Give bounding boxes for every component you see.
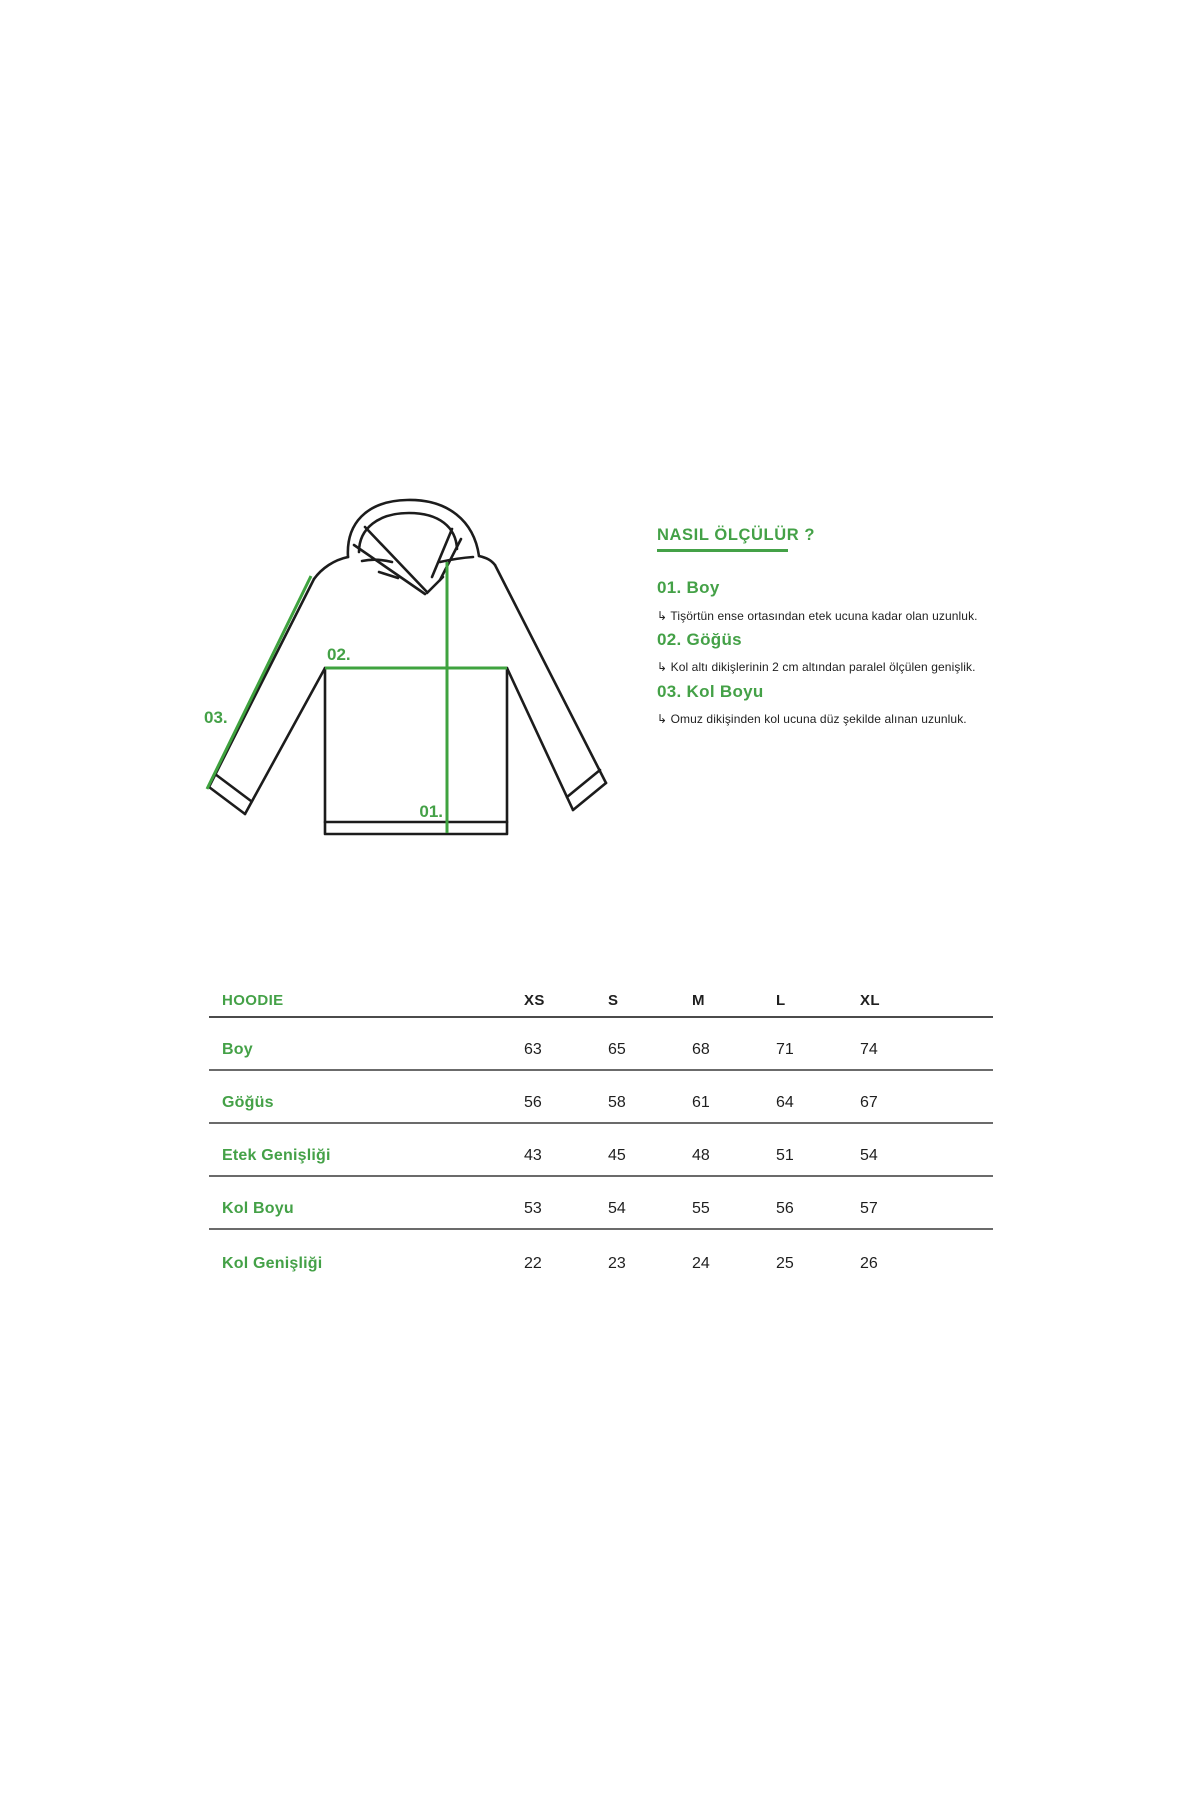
howto-title-underline: [657, 549, 788, 552]
measure-item-label: 03. Kol Boyu: [657, 682, 764, 701]
shoulder-right: [479, 556, 495, 565]
row-value: 22: [524, 1255, 542, 1272]
row-value: 64: [776, 1094, 794, 1111]
row-value: 53: [524, 1200, 542, 1217]
howto-section: [657, 521, 1037, 761]
size-column-header: L: [776, 992, 786, 1009]
row-label: Kol Genişliği: [222, 1255, 323, 1272]
row-value: 26: [860, 1255, 878, 1272]
table-row: [209, 1124, 993, 1177]
table-row: [209, 1018, 993, 1071]
measure-item-description: ↳ Kol altı dikişlerinin 2 cm altından paralel ölçülen genişlik.: [657, 660, 976, 674]
lapel-right-outer: [432, 529, 452, 577]
measure-line-03-sleeve: [207, 576, 311, 789]
row-label: Boy: [222, 1041, 253, 1058]
row-label: Kol Boyu: [222, 1200, 294, 1217]
size-column-header: M: [692, 992, 705, 1009]
hood-inner-line: [359, 513, 457, 552]
product-name: HOODIE: [222, 992, 284, 1009]
row-value: 68: [692, 1041, 710, 1058]
row-value: 51: [776, 1147, 794, 1164]
row-value: 67: [860, 1094, 878, 1111]
row-value: 71: [776, 1041, 794, 1058]
size-table-header-row: [209, 985, 993, 1018]
measure-item-label: 02. Göğüs: [657, 630, 742, 649]
table-row: [209, 1177, 993, 1230]
row-value: 43: [524, 1147, 542, 1164]
row-value: 48: [692, 1147, 710, 1164]
measure-lines: [207, 562, 507, 833]
size-column-header: S: [608, 992, 619, 1009]
row-value: 56: [776, 1200, 794, 1217]
shoulder-left: [314, 557, 348, 579]
measure-label-01: 01.: [419, 802, 443, 821]
size-column-header: XS: [524, 992, 545, 1009]
row-value: 45: [608, 1147, 626, 1164]
row-value: 25: [776, 1255, 794, 1272]
row-value: 54: [860, 1147, 878, 1164]
measure-item-label: 01. Boy: [657, 578, 720, 597]
measure-item-description: ↳ Omuz dikişinden kol ucuna düz şekilde alınan uzunluk.: [657, 712, 967, 726]
table-row: [209, 1230, 993, 1283]
row-value: 55: [692, 1200, 710, 1217]
measure-label-02: 02.: [327, 645, 351, 664]
size-column-header: XL: [860, 992, 880, 1009]
howto-title: NASIL ÖLÇÜLÜR ?: [657, 526, 816, 544]
row-value: 24: [692, 1255, 710, 1272]
row-value: 63: [524, 1041, 542, 1058]
row-label: Göğüs: [222, 1094, 274, 1111]
row-value: 57: [860, 1200, 878, 1217]
sleeve-right-underside: [507, 668, 573, 810]
row-value: 61: [692, 1094, 710, 1111]
row-value: 58: [608, 1094, 626, 1111]
neckline-right: [440, 557, 473, 562]
row-value: 65: [608, 1041, 626, 1058]
measure-item-description: ↳ Tişörtün ense ortasından etek ucuna kadar olan uzunluk.: [657, 609, 978, 623]
size-table: [209, 985, 993, 1283]
row-value: 23: [608, 1255, 626, 1272]
body-outline: [325, 668, 507, 834]
row-value: 54: [608, 1200, 626, 1217]
hoodie-measurement-diagram: [150, 420, 630, 880]
sleeve-right-top: [495, 565, 606, 783]
row-label: Etek Genişliği: [222, 1147, 331, 1164]
table-row: [209, 1071, 993, 1124]
measure-label-03: 03.: [204, 708, 228, 727]
row-value: 56: [524, 1094, 542, 1111]
row-value: 74: [860, 1041, 878, 1058]
